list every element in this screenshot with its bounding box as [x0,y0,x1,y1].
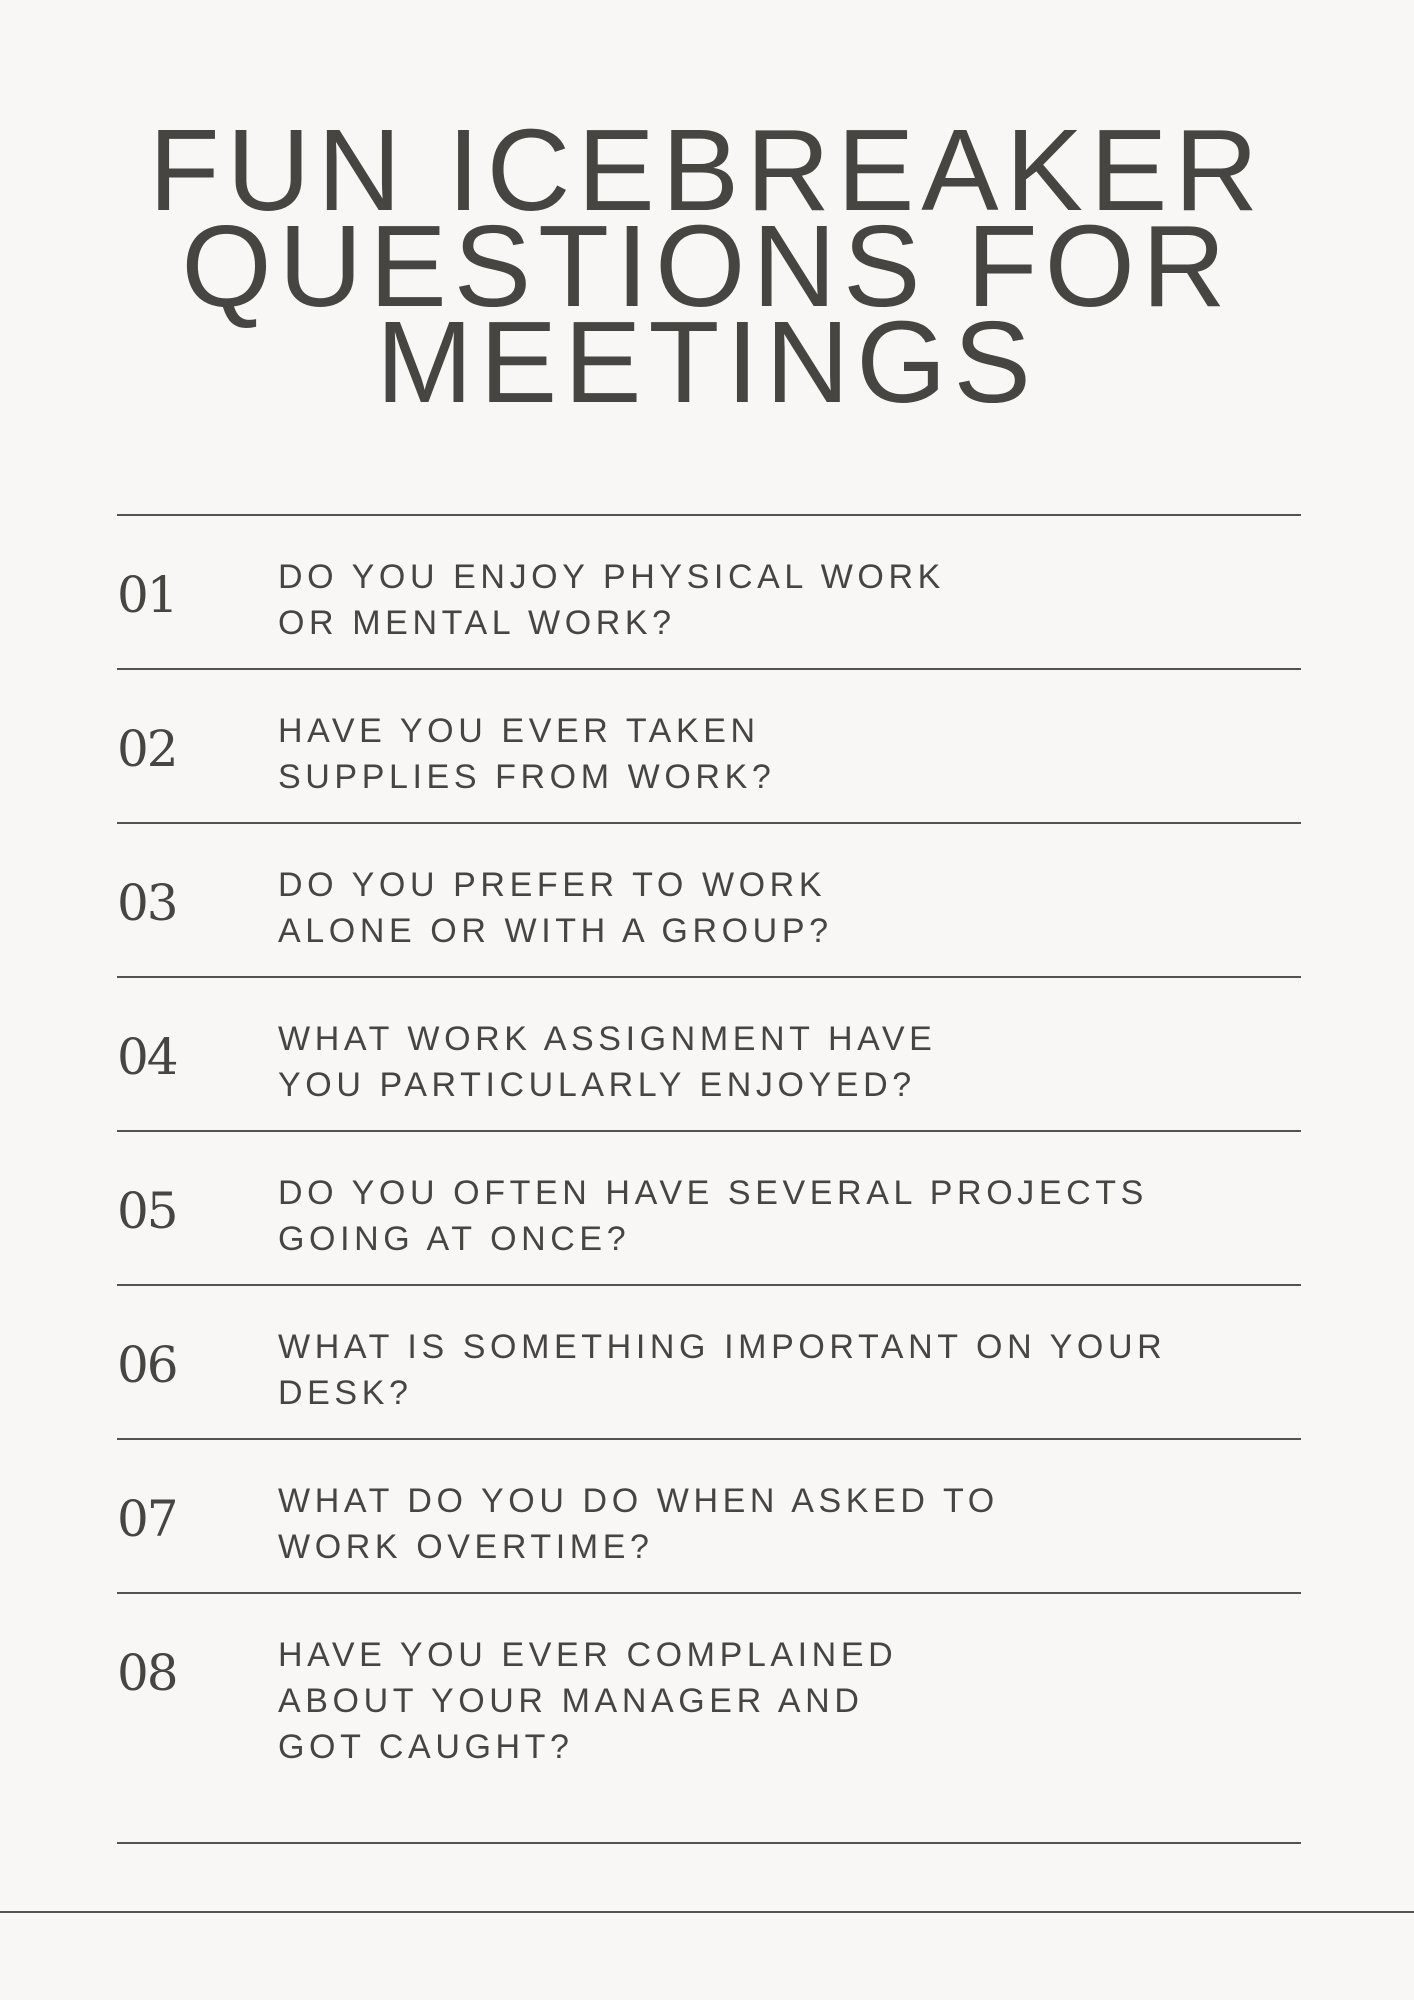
question-text [278,1594,897,1842]
question-text [278,516,945,668]
question-number: 02 [117,720,177,778]
question-line: ALONE OR WITH A GROUP? [278,912,833,950]
question-row [117,978,1301,1132]
question-row [117,1594,1301,1844]
question-line: DO YOU PREFER TO WORK [278,866,827,904]
question-line: SUPPLIES FROM WORK? [278,758,776,796]
page-title [0,105,1414,427]
question-line: GOING AT ONCE? [278,1220,631,1258]
question-text [278,824,833,976]
question-number: 06 [117,1336,177,1394]
question-line: YOU PARTICULARLY ENJOYED? [278,1066,916,1104]
question-line: WHAT IS SOMETHING IMPORTANT ON YOUR [278,1328,1167,1366]
question-line: DO YOU ENJOY PHYSICAL WORK [278,558,945,596]
question-number: 07 [117,1490,177,1548]
question-line: DO YOU OFTEN HAVE SEVERAL PROJECTS [278,1174,1148,1212]
question-number: 08 [117,1644,177,1702]
question-list [117,514,1301,1844]
question-row [117,670,1301,824]
question-row [117,1286,1301,1440]
question-text [278,978,936,1130]
question-line: GOT CAUGHT? [278,1728,574,1766]
title-line: FUN ICEBREAKER [148,105,1266,235]
question-text [278,1132,1148,1284]
question-text [278,1440,999,1592]
question-line: OR MENTAL WORK? [278,604,676,642]
question-line: WORK OVERTIME? [278,1528,654,1566]
question-number: 01 [117,566,177,624]
question-row [117,1440,1301,1594]
question-row [117,1132,1301,1286]
title-line: MEETINGS [376,297,1038,427]
question-number: 05 [117,1182,177,1240]
question-line: DESK? [278,1374,413,1412]
question-number: 03 [117,874,177,932]
question-line: HAVE YOU EVER COMPLAINED [278,1636,898,1674]
question-row [117,824,1301,978]
bottom-divider [0,1911,1414,1913]
question-text [278,670,775,822]
question-number: 04 [117,1028,177,1086]
question-line: ABOUT YOUR MANAGER AND [278,1682,864,1720]
question-line: HAVE YOU EVER TAKEN [278,712,760,750]
question-row [117,516,1301,670]
question-line: WHAT DO YOU DO WHEN ASKED TO [278,1482,999,1520]
question-line: WHAT WORK ASSIGNMENT HAVE [278,1020,937,1058]
title-line: QUESTIONS FOR [181,201,1233,331]
question-text [278,1286,1166,1438]
